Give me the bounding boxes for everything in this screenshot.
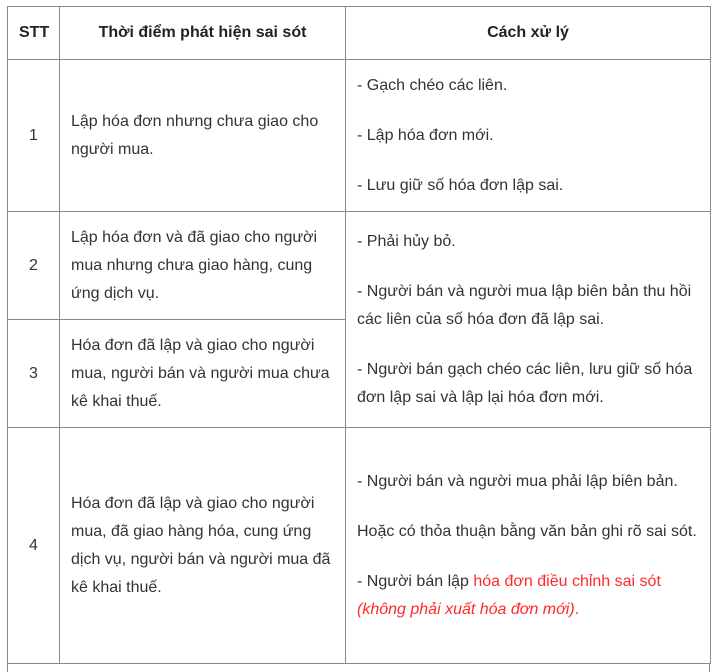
detection-time-text: Hóa đơn đã lập và giao cho người mua, đã giao hàng hóa, cung ứng dịch vụ, người bán và người mua đã kê khai thuế. <box>71 494 331 596</box>
row-number: 4 <box>8 428 60 664</box>
handling-prefix: - Người bán lập <box>357 572 474 590</box>
table-row <box>8 60 711 212</box>
row-number: 1 <box>8 60 60 212</box>
header-stt: STT <box>8 7 60 60</box>
header-handling: Cách xử lý <box>346 7 711 60</box>
error-handling-table <box>7 6 711 664</box>
handling-cell-merged <box>346 212 711 428</box>
detection-time-cell <box>60 212 346 320</box>
no-new-invoice-note: (không phải xuất hóa đơn mới) <box>357 600 575 618</box>
handling-cell <box>346 60 711 212</box>
handling-step: - Gạch chéo các liên. <box>357 76 508 94</box>
handling-step-correction <box>357 568 699 624</box>
header-detection-time: Thời điểm phát hiện sai sót <box>60 7 346 60</box>
detection-time-text: Lập hóa đơn và đã giao cho người mua nhưng chưa giao hàng, cung ứng dịch vụ. <box>71 228 318 302</box>
detection-time-text: Hóa đơn đã lập và giao cho người mua, người bán và người mua chưa kê khai thuế. <box>71 336 330 410</box>
handling-suffix: . <box>574 600 580 618</box>
detection-time-cell <box>60 428 346 664</box>
handling-step: - Lưu giữ số hóa đơn lập sai. <box>357 176 564 194</box>
detection-time-text: Lập hóa đơn nhưng chưa giao cho người mua. <box>71 112 319 158</box>
table-row <box>8 212 711 320</box>
detection-time-cell <box>60 60 346 212</box>
row-number: 3 <box>8 320 60 428</box>
handling-step: - Người bán và người mua lập biên bản thu hồi các liên của số hóa đơn đã lập sai. <box>357 282 692 328</box>
table-row <box>8 428 711 664</box>
row-number: 2 <box>8 212 60 320</box>
detection-time-cell <box>60 320 346 428</box>
handling-cell <box>346 428 711 664</box>
correction-invoice-highlight: hóa đơn điều chỉnh sai sót <box>473 572 661 590</box>
handling-step: - Người bán và người mua phải lập biên bản. <box>357 472 678 490</box>
handling-step: - Người bán gạch chéo các liên, lưu giữ số hóa đơn lập sai và lập lại hóa đơn mới. <box>357 360 693 406</box>
handling-step: - Phải hủy bỏ. <box>357 232 456 250</box>
table-header-row <box>8 7 711 60</box>
handling-step: - Lập hóa đơn mới. <box>357 126 494 144</box>
handling-step: Hoặc có thỏa thuận bằng văn bản ghi rõ sai sót. <box>357 522 697 540</box>
